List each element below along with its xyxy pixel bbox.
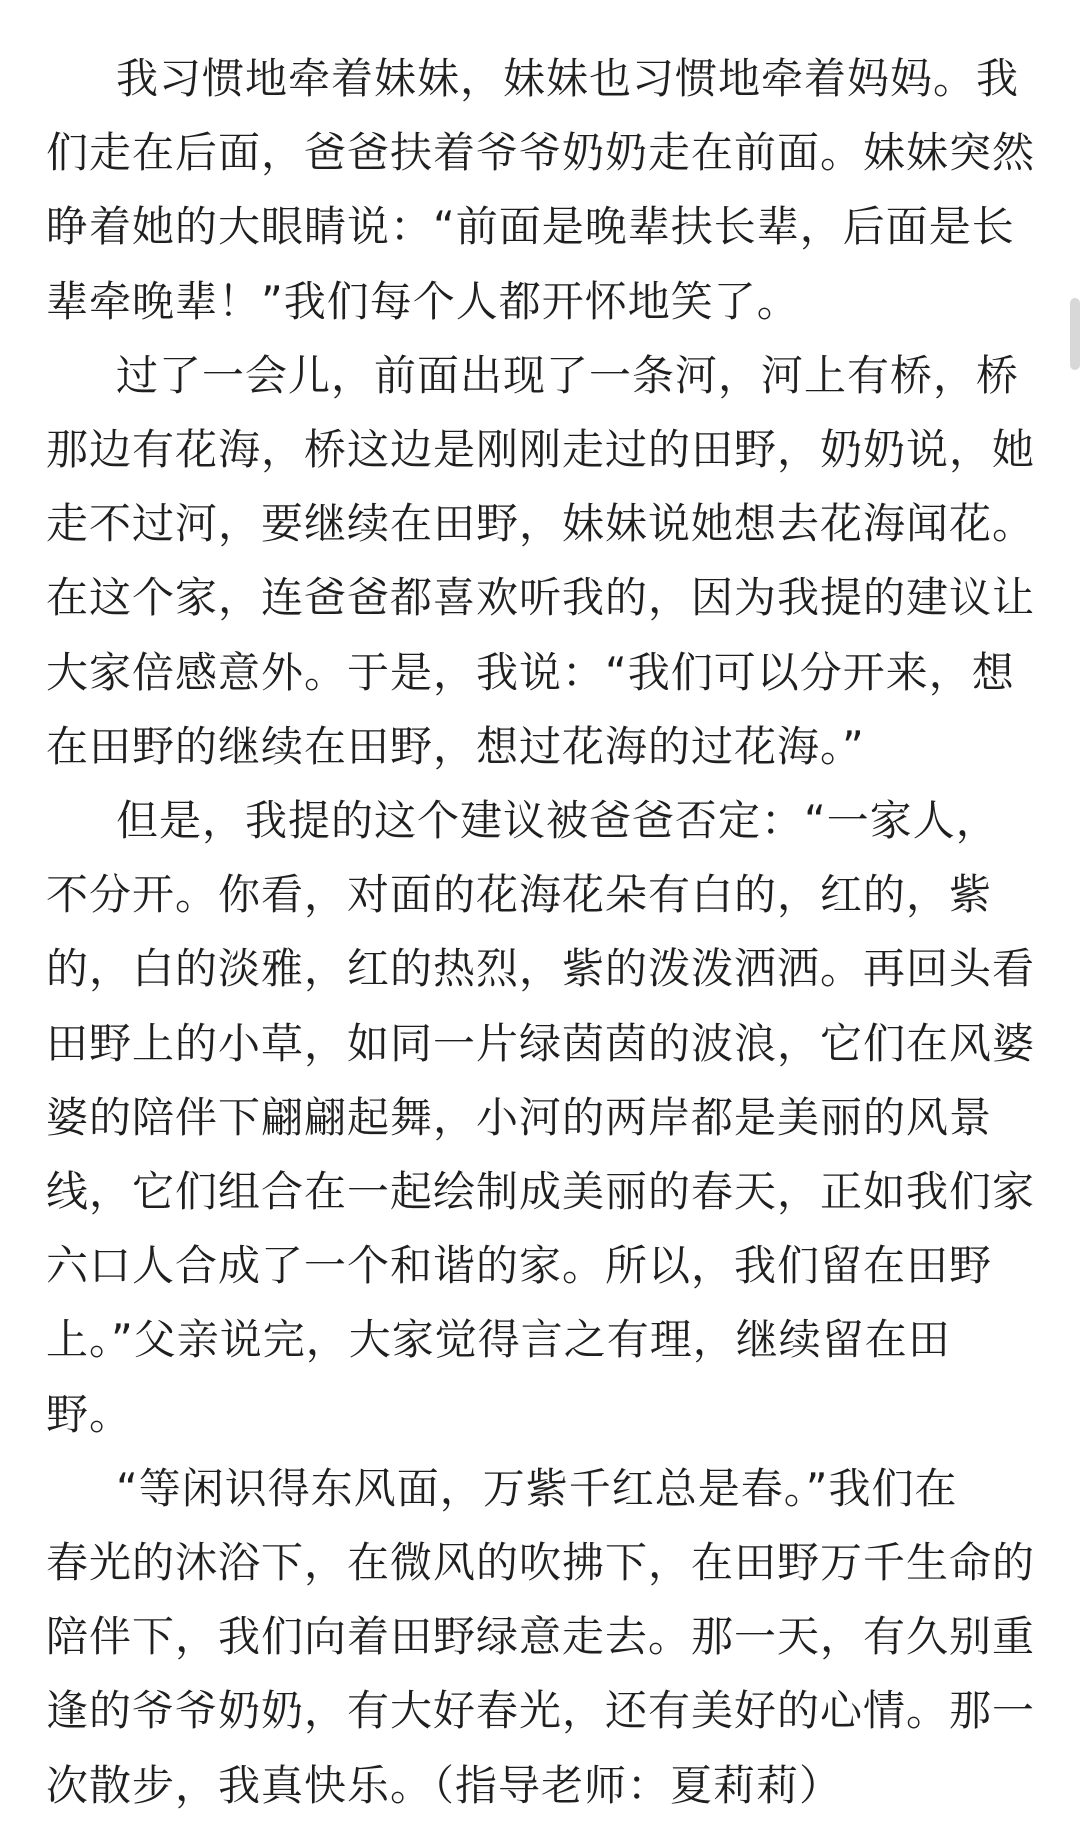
text-line: 我习惯地牵着妹妹，妹妹也习惯地牵着妈妈。我: [116, 54, 1020, 103]
text-line: 过了一会儿，前面出现了一条河，河上有桥，桥: [116, 351, 1020, 400]
text-line: 在这个家，连爸爸都喜欢听我的，因为我提的建议让: [46, 573, 1036, 622]
scrollbar-thumb[interactable]: [1070, 298, 1080, 370]
text-line: 线，它们组合在一起绘制成美丽的春天，正如我们家: [46, 1167, 1036, 1216]
text-line: 睁着她的大眼睛说：“前面是晚辈扶长辈，后面是长: [46, 202, 1015, 251]
text-line: 田野上的小草，如同一片绿茵茵的波浪，它们在风婆: [46, 1019, 1036, 1068]
text-line: 在田野的继续在田野，想过花海的过花海。”: [46, 722, 865, 771]
text-line: 但是，我提的这个建议被爸爸否定：“一家人，: [116, 796, 999, 845]
text-line: 六口人合成了一个和谐的家。所以，我们留在田野: [46, 1241, 993, 1290]
text-line: 婆的陪伴下翩翩起舞，小河的两岸都是美丽的风景: [46, 1093, 993, 1142]
text-line: 陪伴下，我们向着田野绿意走去。那一天，有久别重: [46, 1612, 1036, 1661]
text-line: 大家倍感意外。于是，我说：“我们可以分开来，想: [46, 648, 1015, 697]
text-line: 上。”父亲说完，大家觉得言之有理，继续留在田: [46, 1315, 951, 1364]
text-line: 走不过河，要继续在田野，妹妹说她想去花海闻花。: [46, 499, 1036, 548]
text-line: 不分开。你看，对面的花海花朵有白的，红的，紫: [46, 870, 993, 919]
text-line: 野。: [46, 1390, 133, 1439]
text-line: 次散步，我真快乐。（指导老师：夏莉莉）: [46, 1761, 843, 1810]
text-line: 们走在后面，爸爸扶着爷爷奶奶走在前面。妹妹突然: [46, 128, 1036, 177]
text-line: 逢的爷爷奶奶，有大好春光，还有美好的心情。那一: [46, 1686, 1036, 1735]
text-line: 辈牵晚辈！”我们每个人都开怀地笑了。: [46, 277, 800, 326]
text-line: 的，白的淡雅，红的热烈，紫的泼泼洒洒。再回头看: [46, 944, 1036, 993]
text-line: 春光的沐浴下，在微风的吹拂下，在田野万千生命的: [46, 1538, 1036, 1587]
text-line: 那边有花海，桥这边是刚刚走过的田野，奶奶说，她: [46, 425, 1036, 474]
text-line: “等闲识得东风面，万紫千红总是春。”我们在: [116, 1464, 958, 1513]
